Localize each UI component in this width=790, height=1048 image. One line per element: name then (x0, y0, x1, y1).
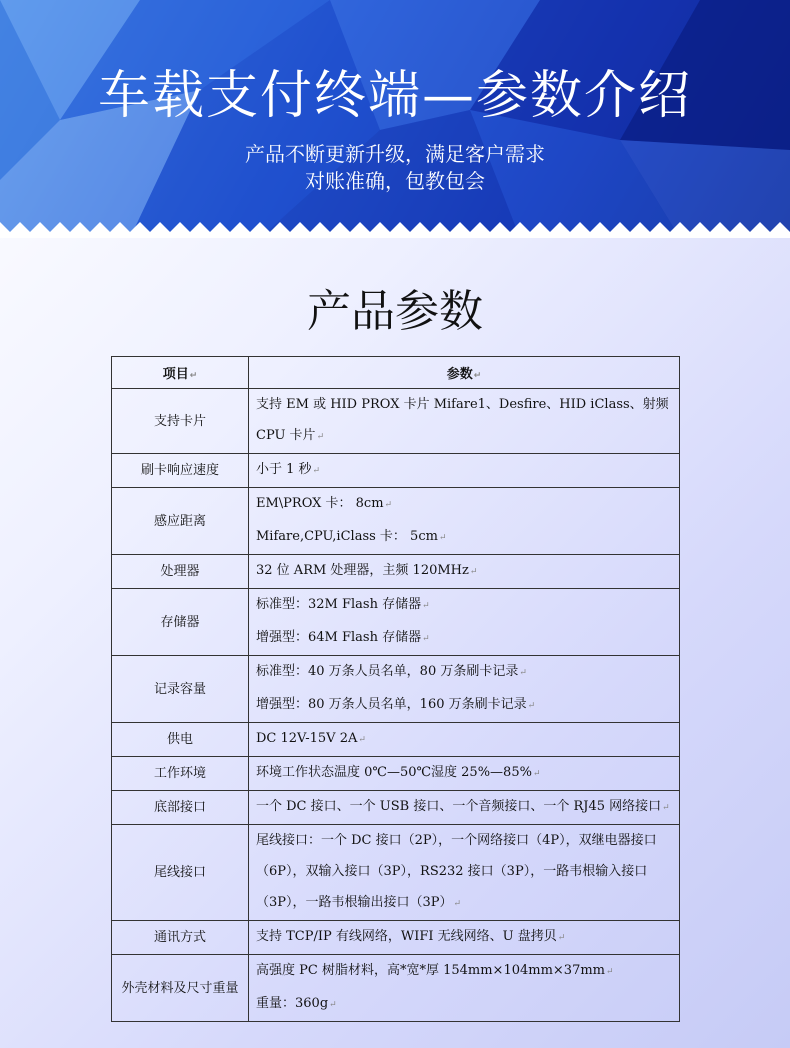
row-key (112, 454, 249, 488)
row-value-text: 标准型：40 万条人员名单，80 万条刷卡记录 (256, 664, 519, 679)
paragraph-mark-icon: ↵ (469, 567, 478, 577)
row-key (112, 955, 249, 1022)
row-key-label: 感应距离 (153, 513, 206, 529)
table-row (112, 791, 680, 825)
paragraph-mark-icon: ↵ (316, 432, 325, 442)
row-value-line (256, 622, 672, 655)
row-key (112, 555, 249, 589)
table-row (112, 656, 680, 723)
row-value (249, 656, 680, 723)
section-title: 产品参数 (307, 286, 483, 337)
table-row (112, 921, 680, 955)
row-value (249, 723, 680, 757)
spec-table (111, 356, 680, 1022)
row-key-label: 支持卡片 (153, 413, 206, 429)
row-value-text: 支持 EM 或 HID PROX 卡片 Mifare1、Desfire、HID iClass、射频 CPU 卡片 (256, 397, 669, 443)
row-value-text: DC 12V-15V 2A (256, 731, 358, 746)
table-row (112, 389, 680, 454)
row-value-line (256, 555, 672, 588)
row-value-text: 重量：360g (256, 996, 329, 1011)
row-value-text: 一个 DC 接口、一个 USB 接口、一个音频接口、一个 RJ45 网络接口 (256, 799, 662, 814)
header-value: 参数↵ (249, 357, 680, 389)
row-value-line (256, 488, 672, 521)
row-value (249, 488, 680, 555)
table-row (112, 454, 680, 488)
row-value-line (256, 389, 672, 453)
paragraph-mark-icon: ↵ (557, 933, 566, 943)
row-key (112, 589, 249, 656)
row-value-line (256, 988, 672, 1021)
row-value-line (256, 723, 672, 756)
row-value (249, 555, 680, 589)
row-key-label: 外壳材料及尺寸重量 (121, 980, 239, 996)
row-value (249, 921, 680, 955)
table-row (112, 723, 680, 757)
paragraph-mark-icon: ↵ (662, 803, 670, 813)
row-value-line (256, 454, 672, 487)
row-value-text: 增强型：64M Flash 存储器 (256, 630, 422, 645)
row-key-label: 存储器 (160, 614, 200, 630)
row-value-line (256, 757, 672, 790)
row-value (249, 791, 680, 825)
row-value-text: 尾线接口：一个 DC 接口（2P），一个网络接口（4P），双继电器接口（6P），双输入接口（3P），RS232 接口（3P），一路韦根输入接口（3P），一路韦根输出接口（3P） (256, 833, 657, 910)
table-row (112, 555, 680, 589)
row-value-text: 标准型：32M Flash 存储器 (256, 597, 422, 612)
row-key (112, 825, 249, 921)
row-key-label: 刷卡响应速度 (140, 463, 219, 478)
table-row (112, 589, 680, 656)
row-value-text: Mifare,CPU,iClass 卡： 5cm (256, 529, 438, 544)
row-key-label: 尾线接口 (153, 865, 206, 880)
table-row (112, 757, 680, 791)
banner-subtitle-2: 对账准确，包教包会 (305, 169, 485, 193)
row-value-line (256, 521, 672, 554)
row-value (249, 454, 680, 488)
row-value (249, 825, 680, 921)
row-value-text: 小于 1 秒 (256, 462, 312, 477)
row-value-text: EM\PROX 卡： 8cm (256, 496, 384, 511)
row-value-line (256, 825, 672, 920)
table-row (112, 955, 680, 1022)
table-row (112, 488, 680, 555)
row-key (112, 723, 249, 757)
row-key (112, 757, 249, 791)
paragraph-mark-icon: ↵ (532, 769, 541, 779)
paragraph-mark-icon: ↵ (422, 601, 430, 611)
row-value-text: 32 位 ARM 处理器，主频 120MHz (256, 563, 469, 578)
row-value (249, 589, 680, 656)
paragraph-mark-icon: ↵ (384, 500, 393, 510)
row-value-line (256, 656, 672, 689)
row-key-label: 记录容量 (153, 681, 206, 697)
paragraph-mark-icon: ↵ (358, 735, 366, 745)
row-value-line (256, 791, 672, 824)
paragraph-mark-icon: ↵ (519, 668, 527, 678)
paragraph-mark-icon: ↵ (527, 701, 536, 711)
row-value-text: 高强度 PC 树脂材料，高*宽*厚 154mm×104mm×37mm (256, 963, 606, 978)
row-key-label: 底部接口 (153, 800, 206, 815)
row-key-label: 工作环境 (153, 766, 206, 781)
banner-subtitle-1: 产品不断更新升级，满足客户需求 (245, 142, 545, 166)
row-key-label: 供电 (166, 732, 193, 747)
paragraph-mark-icon: ↵ (438, 533, 447, 543)
row-value (249, 389, 680, 454)
paragraph-mark-icon: ↵ (329, 1000, 337, 1010)
row-value-line (256, 955, 672, 988)
row-key (112, 791, 249, 825)
row-value-text: 支持 TCP/IP 有线网络，WIFI 无线网络、U 盘拷贝 (256, 929, 557, 944)
row-value-line (256, 589, 672, 622)
row-key (112, 488, 249, 555)
paragraph-mark-icon: ↵ (312, 466, 321, 476)
paragraph-mark-icon: ↵ (453, 899, 462, 909)
table-body (112, 389, 680, 1022)
row-value-text: 环境工作状态温度 0℃—50℃湿度 25%—85% (256, 765, 532, 780)
header-key: 项目↵ (112, 357, 249, 389)
header-banner (0, 0, 790, 238)
row-key (112, 921, 249, 955)
table-header-row (112, 357, 680, 389)
row-value (249, 955, 680, 1022)
row-key-label: 通讯方式 (153, 930, 206, 945)
table-row (112, 825, 680, 921)
row-key-label: 处理器 (160, 564, 200, 579)
banner-title: 车载支付终端—参数介绍 (97, 66, 692, 126)
row-value-line (256, 689, 672, 722)
paragraph-mark-icon: ↵ (422, 634, 430, 644)
row-value-line (256, 921, 672, 954)
row-key (112, 656, 249, 723)
row-key (112, 389, 249, 454)
paragraph-mark-icon: ↵ (606, 967, 614, 977)
row-value (249, 757, 680, 791)
row-value-text: 增强型：80 万条人员名单，160 万条刷卡记录 (256, 697, 527, 712)
